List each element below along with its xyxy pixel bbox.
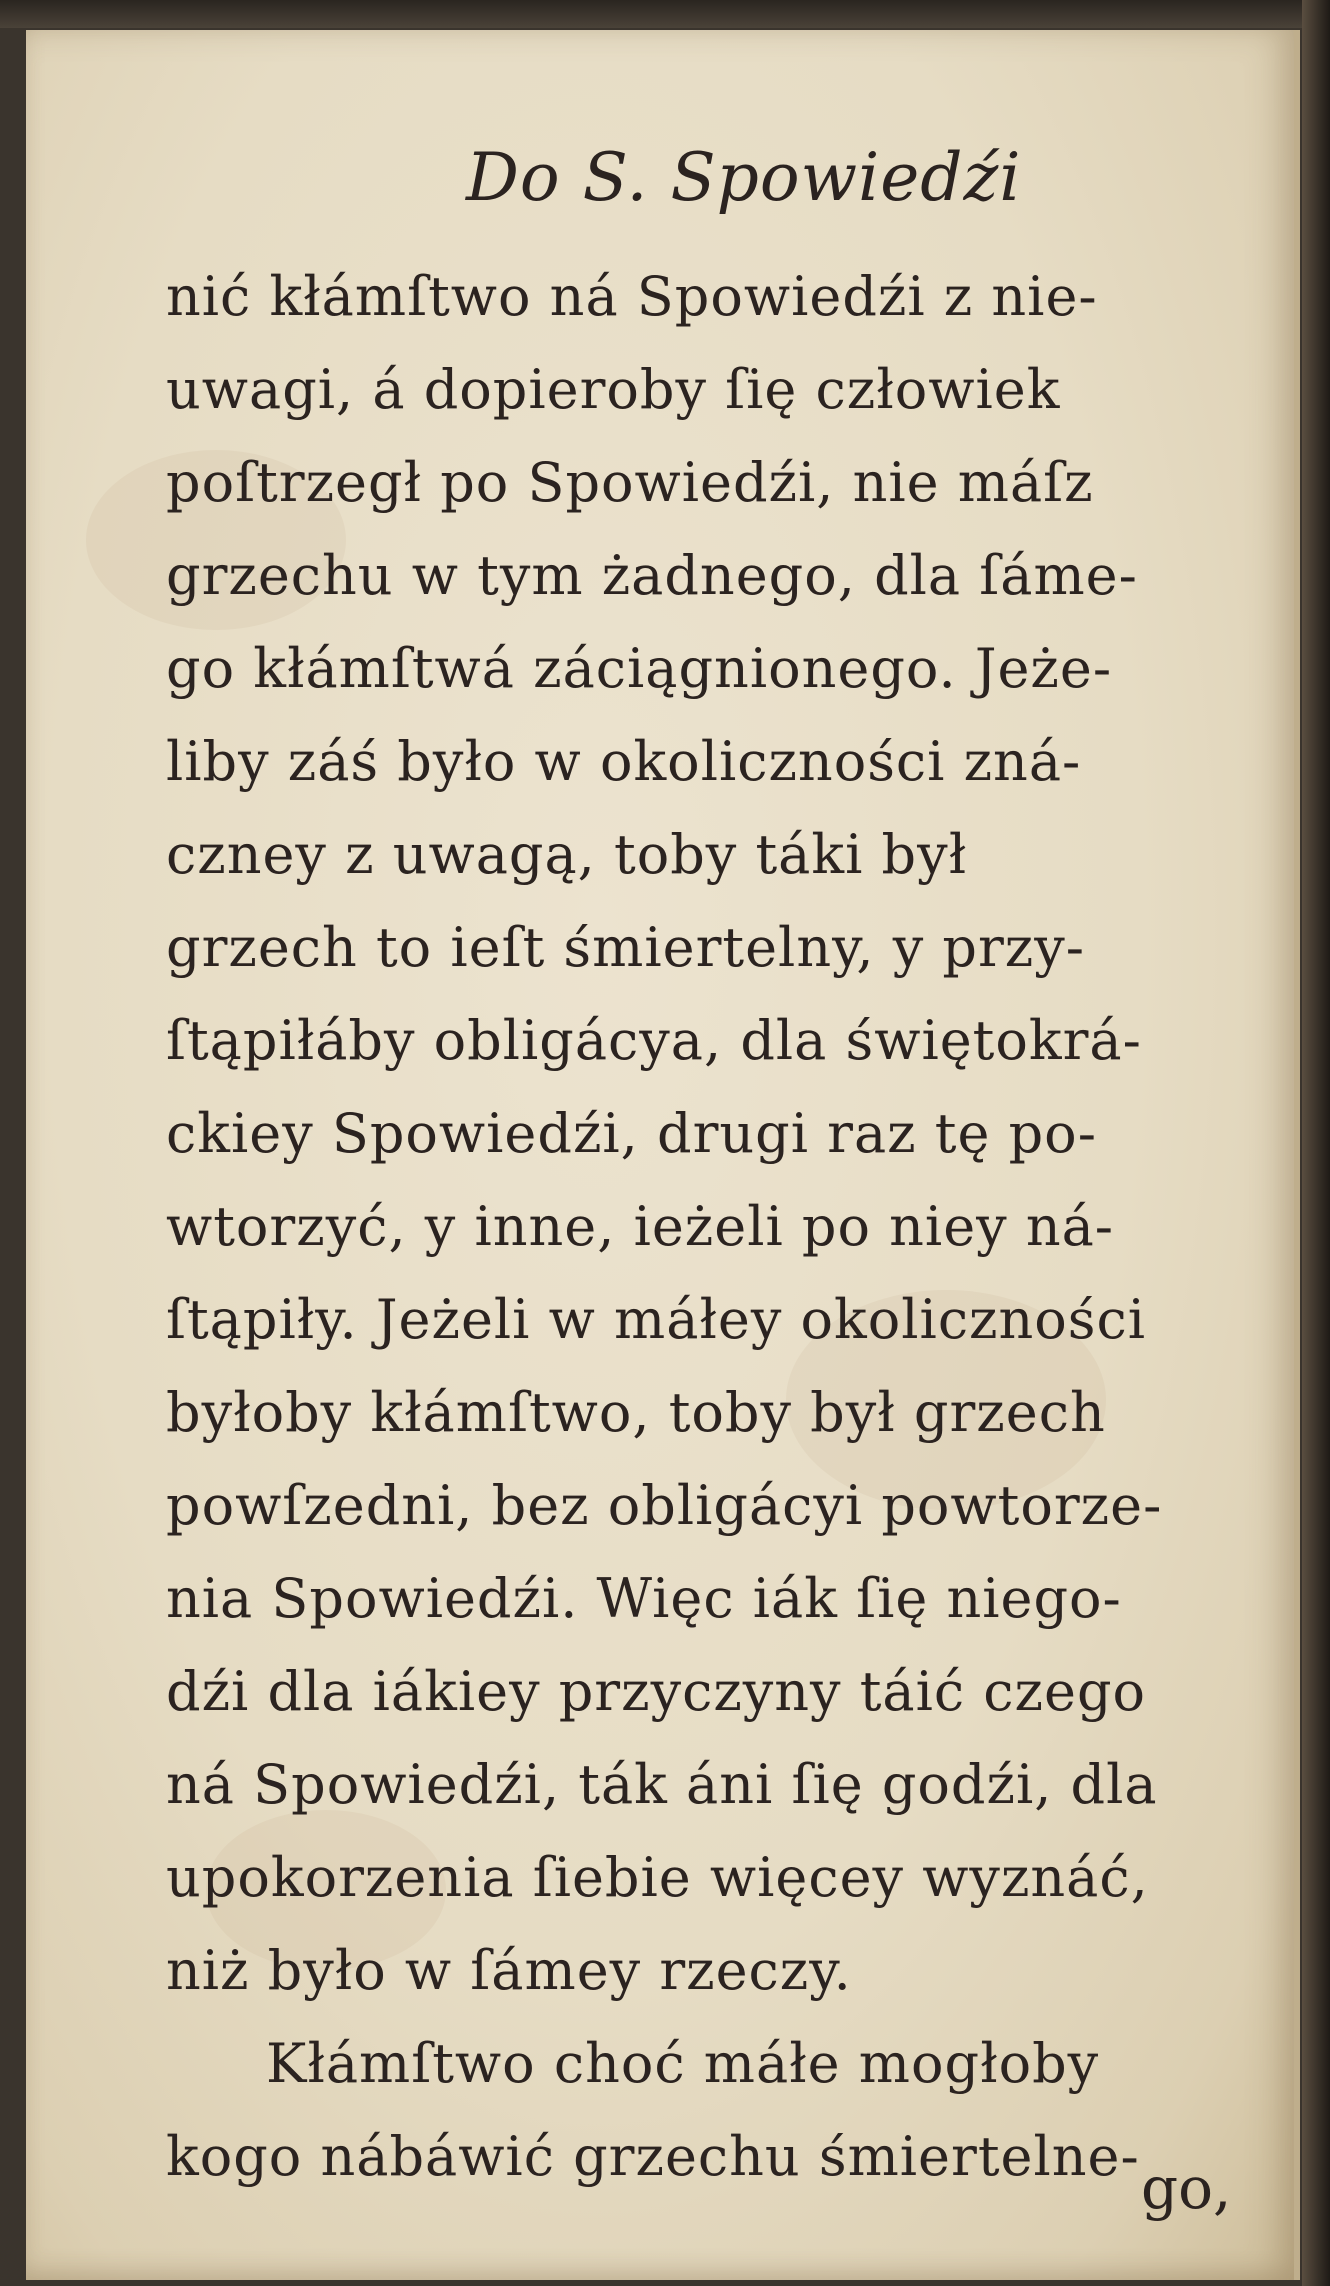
book-page (26, 30, 1300, 2280)
top-scan-edge (0, 0, 1330, 28)
text-line: byłoby kłámſtwo, toby był grzech (166, 1381, 1106, 1444)
text-line: kogo nábáwić grzechu śmiertelne- (166, 2125, 1140, 2188)
running-head: Do S. Spowiedźi (466, 139, 1022, 216)
right-scan-edge (1302, 0, 1330, 2286)
text-line: dźi dla iákiey przyczyny táić czego (166, 1660, 1147, 1723)
text-line: ckiey Spowiedźi, drugi raz tę po- (166, 1102, 1097, 1165)
text-line: nić kłámſtwo ná Spowiedźi z nie- (166, 265, 1098, 328)
body-text (166, 250, 1162, 2203)
text-line: niż było w ſámey rzeczy. (166, 1939, 852, 2002)
text-line: czney z uwagą, toby táki był (166, 823, 968, 886)
text-line: nia Spowiedźi. Więc iák ſię niego- (166, 1567, 1122, 1630)
text-line: powſzedni, bez obligácyi powtorze- (166, 1474, 1163, 1537)
text-line: liby záś było w okoliczności zná- (166, 730, 1082, 793)
text-line: ná Spowiedźi, ták áni ſię godźi, dla (166, 1753, 1158, 1816)
text-line: ſtąpiły. Jeżeli w máłey okoliczności (166, 1288, 1147, 1351)
text-line: grzechu w tym żadnego, dla ſáme- (166, 544, 1138, 607)
text-line: go kłámſtwá záciągnionego. Jeże- (166, 637, 1113, 700)
text-line: poſtrzegł po Spowiedźi, nie máſz (166, 451, 1094, 514)
text-line: uwagi, á dopieroby ſię człowiek (166, 358, 1061, 421)
text-line: upokorzenia ſiebie więcey wyznáć, (166, 1846, 1149, 1909)
text-line: ſtąpiłáby obligácya, dla świętokrá- (166, 1009, 1142, 1072)
catchword: go, (1141, 2154, 1232, 2222)
paragraph-start-line: Kłámſtwo choć máłe mogłoby (266, 2032, 1100, 2095)
text-line: grzech to ieſt śmiertelny, y przy- (166, 916, 1086, 979)
text-line: wtorzyć, y inne, ieżeli po niey ná- (166, 1195, 1115, 1258)
